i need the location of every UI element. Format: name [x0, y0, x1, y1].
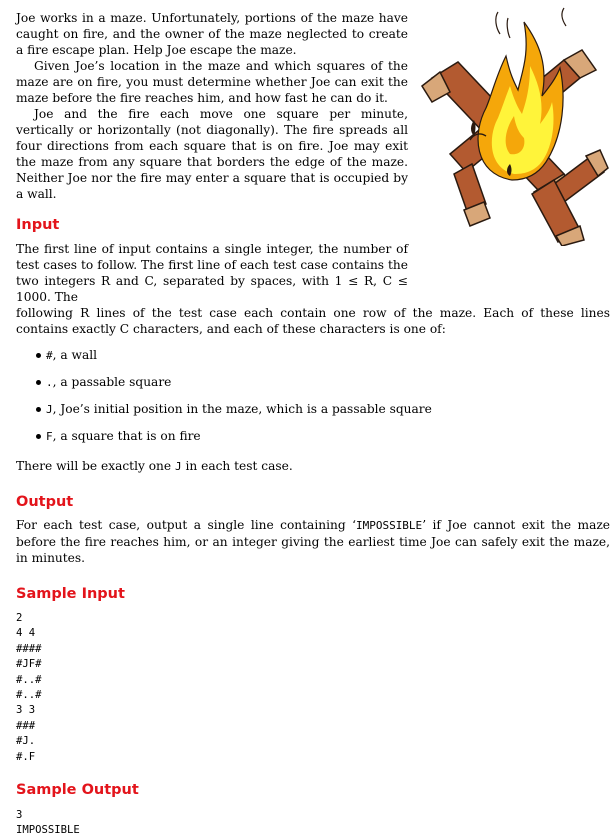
bullet-icon	[36, 407, 41, 412]
sample-input-block: 2 4 4 #### #JF# #..# #..# 3 3 ### #J. #.F	[16, 612, 42, 763]
char-description: , a square that is on fire	[52, 429, 201, 443]
intro-paragraph-3: Joe and the fire each move one square per minute, vertically or horizontally (not diagonally). The fire spreads all four directions from each square that is on fire. Joe may exit the maze from any square that borders the edge of the maze. Neither Joe nor the fire may enter a square that is occupied by a wall.	[16, 107, 408, 201]
input-closing: There will be exactly one J in each test case.	[16, 459, 293, 473]
char-code: #	[46, 349, 53, 362]
sample-output-block: 3 IMPOSSIBLE	[16, 809, 80, 837]
intro-paragraph-1: Joe works in a maze. Unfortunately, portions of the maze have caught on fire, and the owner of the maze neglected to create a fire escape plan. Help Joe escape the maze.	[16, 11, 408, 57]
bullet-icon	[36, 434, 41, 439]
output-heading: Output	[16, 494, 74, 510]
sample-input-heading: Sample Input	[16, 586, 125, 602]
sample-output-heading: Sample Output	[16, 782, 139, 799]
maze-char-list	[16, 347, 610, 455]
campfire-icon	[414, 4, 610, 246]
char-code: .	[46, 376, 53, 389]
bullet-icon	[36, 380, 41, 385]
char-description: , Joe’s initial position in the maze, which is a passable square	[52, 402, 432, 416]
char-code: F	[46, 430, 53, 443]
list-item	[16, 401, 610, 428]
intro-paragraph-2: Given Joe’s location in the maze and which squares of the maze are on fire, you must determine whether Joe can exit the maze before the fire reaches him, and how fast he can do it.	[16, 59, 408, 105]
input-paragraph-narrow: The first line of input contains a single integer, the number of test cases to follow. The first line of each test case contains the two integers R and C, separated by spaces, with 1 ≤ R, C ≤ 1000. The	[16, 242, 408, 304]
char-description: , a wall	[52, 348, 98, 362]
input-paragraph-wide: following R lines of the test case each contain one row of the maze. Each of these lines contains exactly C characters, and each of these characters is one of:	[16, 306, 610, 336]
input-heading: Input	[16, 217, 60, 233]
intro-section	[16, 10, 408, 202]
list-item	[16, 374, 610, 401]
bullet-icon	[36, 353, 41, 358]
char-description: , a passable square	[52, 375, 172, 389]
output-paragraph: For each test case, output a single line containing ‘IMPOSSIBLE’ if Joe cannot exit the maze before the fire reaches him, or an integer giving the earliest time Joe can safely exit the maze, in minutes.	[16, 518, 610, 565]
list-item	[16, 347, 610, 374]
list-item	[16, 428, 610, 455]
char-code: J	[46, 403, 53, 416]
